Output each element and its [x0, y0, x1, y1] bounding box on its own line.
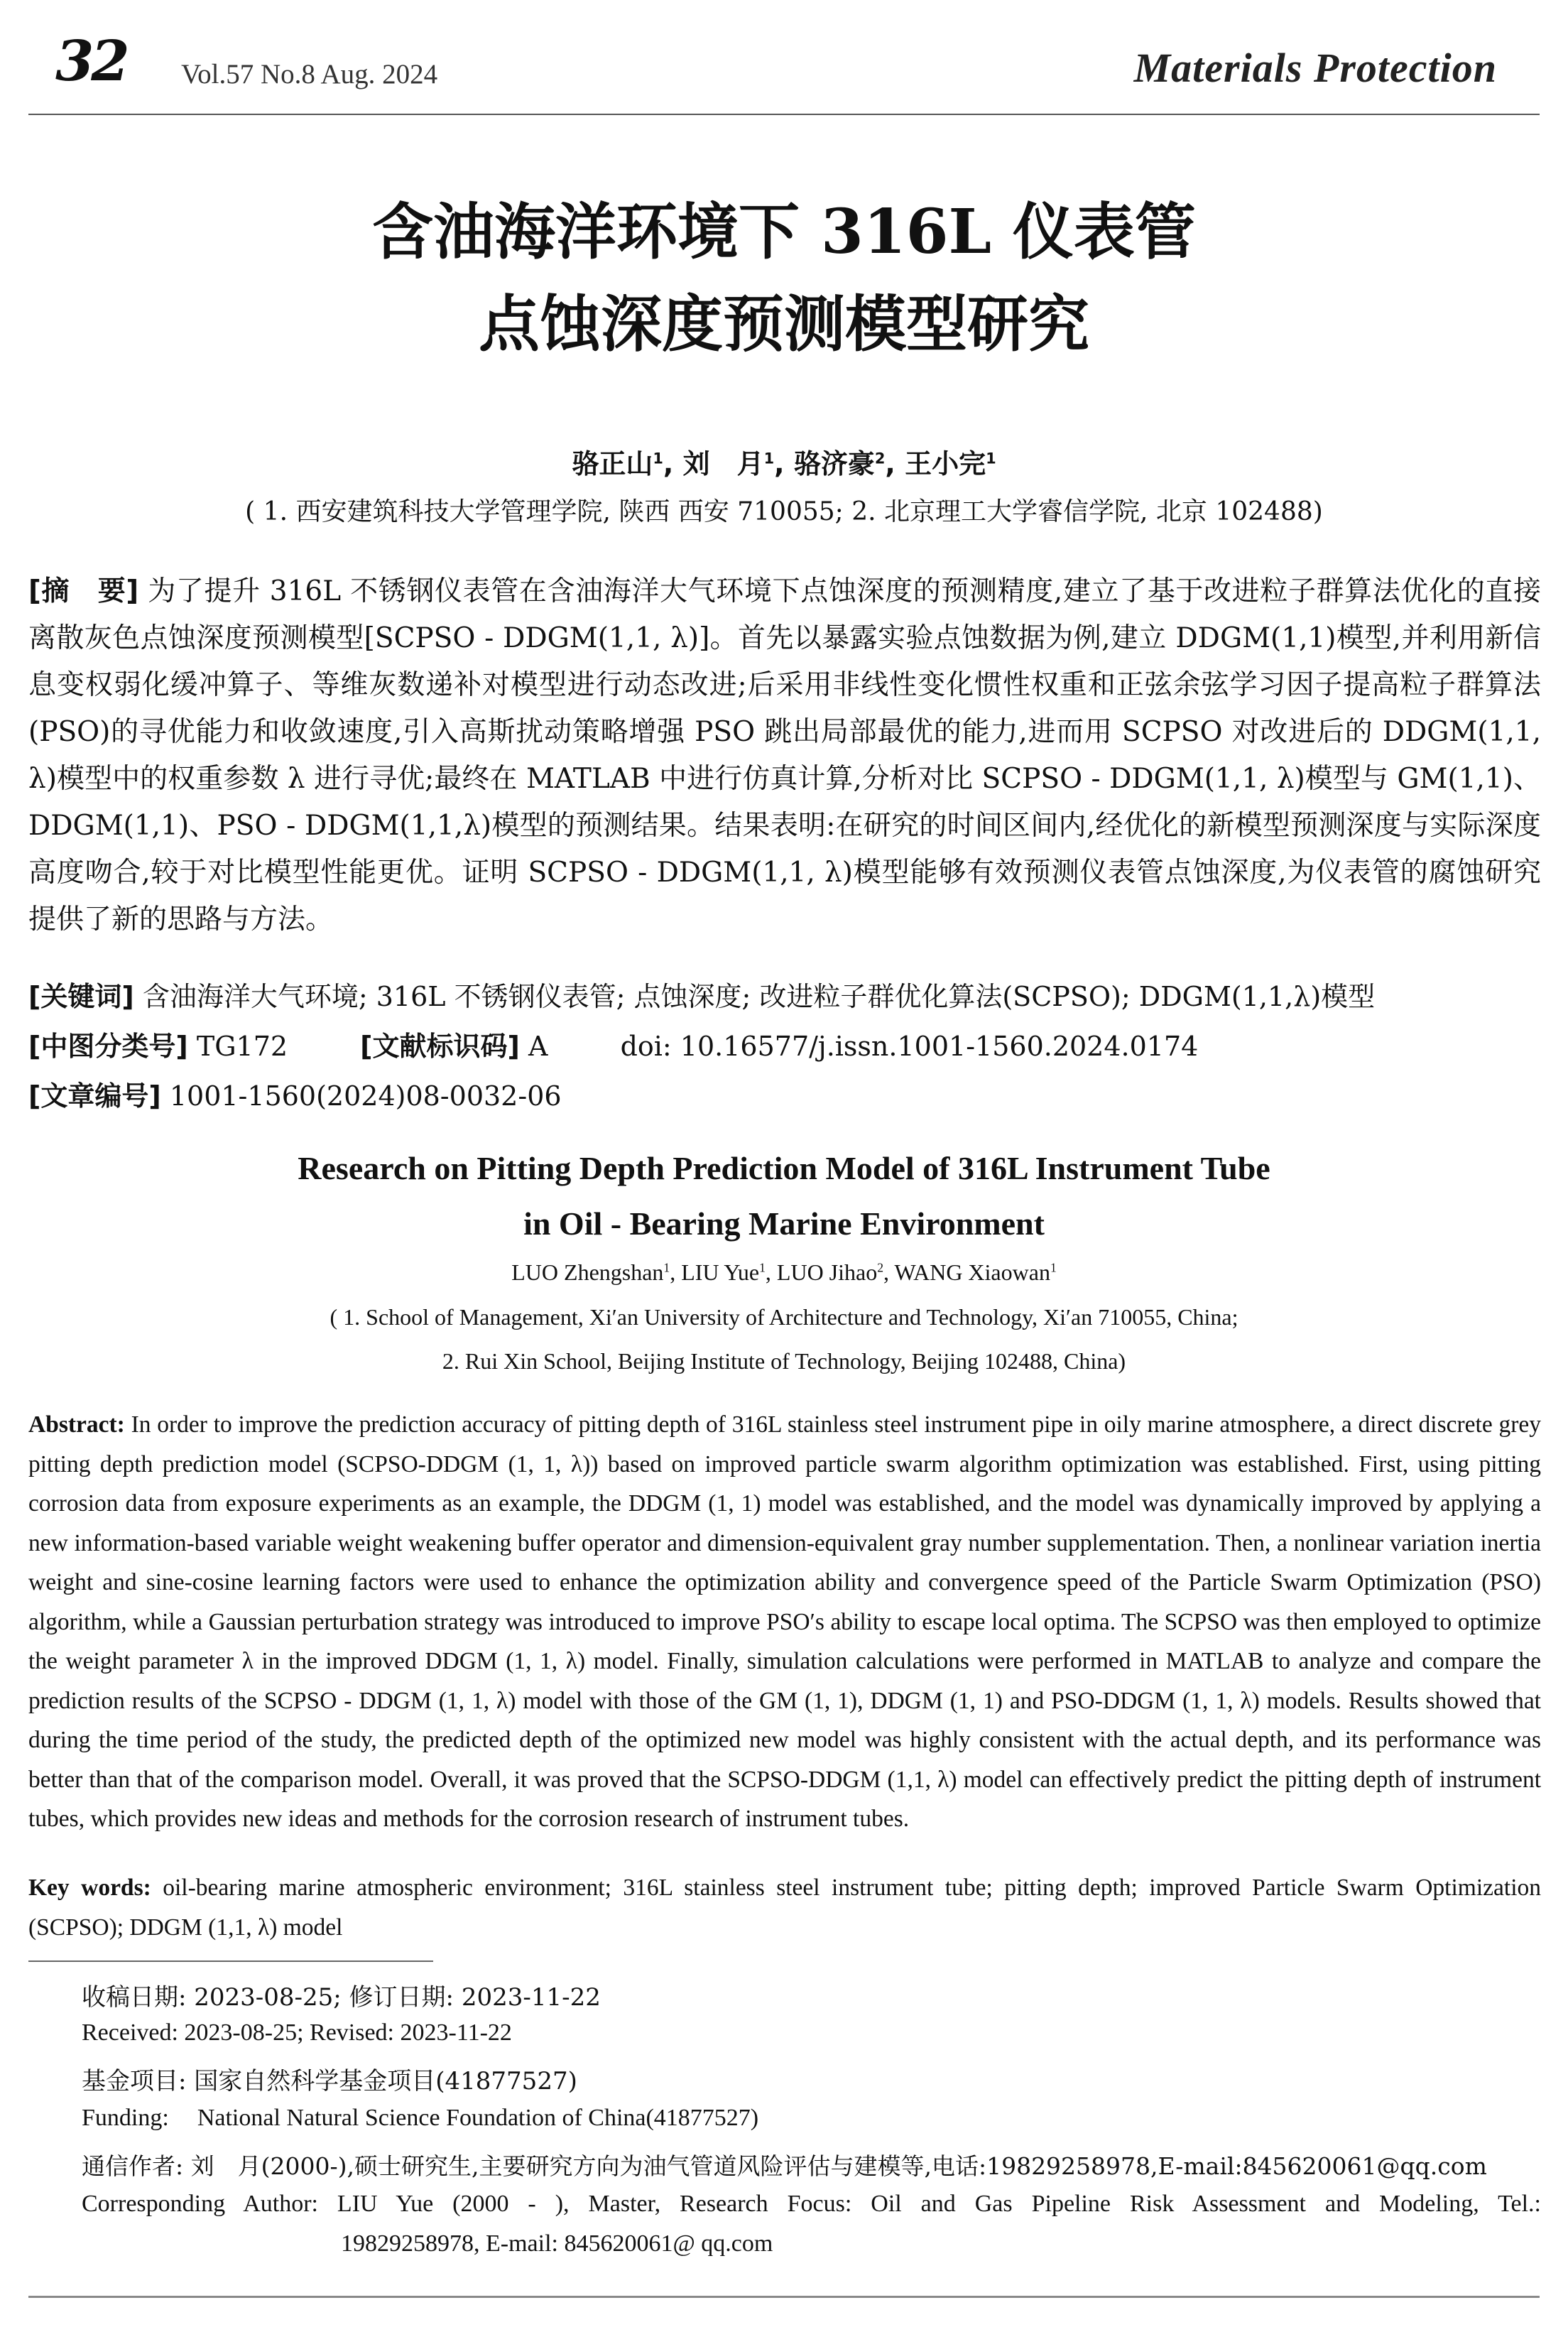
- cn-article-number: [28, 1078, 1541, 1114]
- en-author: LUO Jihao: [776, 1259, 878, 1285]
- doc-code-value: A: [528, 1031, 548, 1062]
- en-author: LUO Zhengshan: [511, 1259, 664, 1285]
- corresponding-author-en: Corresponding Author: LIU Yue (2000 - ), Master, Research Focus: Oil and Gas Pipeline Risk Assessment and Modeling, Tel.:: [82, 2191, 1541, 2217]
- cn-title-line-2: 点蚀深度预测模型研究: [479, 288, 1089, 360]
- cn-title-line-1: 含油海洋环境下 316L 仪表管: [372, 196, 1196, 268]
- cn-author: 骆正山: [572, 448, 653, 479]
- en-abstract-label: Abstract:: [28, 1411, 125, 1438]
- received-date-en: Received: 2023-08-25; Revised: 2023-11-22: [82, 2019, 512, 2046]
- corresponding-author-en-contact: 19829258978, E-mail: 845620061@ qq.com: [341, 2230, 773, 2257]
- cn-authors: 骆正山$^1$, 刘 月$^1$, 骆济豪$^2$, 王小完$^1$: [572, 448, 996, 479]
- funding-en-label: Funding:: [82, 2105, 169, 2131]
- issue-info: Vol.57 No.8 Aug. 2024: [181, 59, 438, 90]
- funding-en: [82, 2105, 758, 2132]
- cn-abstract: [28, 568, 1541, 943]
- corresponding-author-cn: 通信作者: 刘 月(2000-),硕士研究生,主要研究方向为油气管道风险评估与建模等,电话:19829258978,E-mail:845620061@qq.com: [82, 2152, 1487, 2180]
- cn-author: 王小完: [905, 448, 986, 479]
- cn-affiliation: ( 1. 西安建筑科技大学管理学院, 陕西 西安 710055; 2. 北京理工大学睿信学院, 北京 102488): [245, 497, 1323, 526]
- cn-keywords-label: [关键词]: [28, 981, 134, 1012]
- article-no-value: 1001-1560(2024)08-0032-06: [169, 1080, 562, 1112]
- cn-classification: [28, 1029, 1541, 1064]
- en-author: WANG Xiaowan: [894, 1259, 1050, 1285]
- clc-label: [中图分类号]: [28, 1031, 188, 1062]
- received-date-cn: 收稿日期: 2023-08-25; 修订日期: 2023-11-22: [82, 1983, 601, 2012]
- doi: doi: 10.16577/j.issn.1001-1560.2024.0174: [620, 1031, 1199, 1062]
- en-keywords-label: Key words:: [28, 1875, 151, 1901]
- en-keywords: [28, 1868, 1541, 1947]
- header-rule: [28, 114, 1540, 115]
- funding-cn: 基金项目: 国家自然科学基金项目(41877527): [82, 2067, 577, 2095]
- en-abstract: [28, 1405, 1541, 1839]
- en-authors: LUO Zhengshan$^1$, LIU Yue$^1$, LUO Jihao$^2$, WANG Xiaowan$^1$: [511, 1259, 1057, 1285]
- en-title-line-1: Research on Pitting Depth Prediction Model of 316L Instrument Tube: [298, 1150, 1270, 1186]
- cn-keywords: [28, 979, 1541, 1014]
- en-affiliation-1: ( 1. School of Management, Xi′an University of Architecture and Technology, Xi′an 710055, China;: [330, 1304, 1238, 1330]
- en-affiliation-2: 2. Rui Xin School, Beijing Institute of Technology, Beijing 102488, China): [442, 1348, 1126, 1374]
- en-author: LIU Yue: [681, 1259, 760, 1285]
- en-abstract-text: In order to improve the prediction accuracy of pitting depth of 316L stainless steel instrument pipe in oily marine atmosphere, a direct discrete grey pitting depth prediction model (SCPSO-DDGM (1, 1, λ)) based on improved particle swarm algorithm optimization was established. First, using pitting corrosion data from exposure experiments as an example, the DDGM (1, 1) model was established, and the model was dynamically improved by applying a new information-based variable weight weakening buffer operator and dimension-equivalent gray number supplementation. Then, a nonlinear variation inertia weight and sine-cosine learning factors were used to enhance the optimization ability and convergence speed of the Particle Swarm Optimization (PSO) algorithm, while a Gaussian perturbation strategy was introduced to improve PSO′s ability to escape local optima. The SCPSO was then employed to optimize the weight parameter λ in the improved DDGM (1, 1, λ) model. Finally, simulation calculations were performed in MATLAB to analyze and compare the prediction results of the SCPSO - DDGM (1, 1, λ) model with those of the GM (1, 1), DDGM (1, 1) and PSO-DDGM (1, 1, λ) models. Results showed that during the time period of the study, the predicted depth of the optimized new model was highly consistent with the actual depth, and its performance was better than that of the comparison model. Overall, it was proved that the SCPSO-DDGM (1,1, λ) model can effectively predict the pitting depth of instrument tubes, which provides new ideas and methods for the corrosion research of instrument tubes.: [28, 1411, 1542, 1832]
- footer-rule: [28, 2296, 1540, 2298]
- page-number: 32: [55, 29, 127, 94]
- cn-author: 骆济豪: [793, 448, 875, 479]
- en-title-line-2: in Oil - Bearing Marine Environment: [523, 1205, 1045, 1242]
- doc-code-label: [文献标识码]: [360, 1031, 520, 1062]
- cn-abstract-label: [摘 要]: [28, 575, 139, 607]
- funding-en-text: National Natural Science Foundation of China(41877527): [197, 2105, 759, 2131]
- journal-name: Materials Protection: [1133, 45, 1497, 91]
- cn-abstract-text: 为了提升 316L 不锈钢仪表管在含油海洋大气环境下点蚀深度的预测精度,建立了基于改进粒子群算法优化的直接离散灰色点蚀深度预测模型[SCPSO - DDGM(1,1, λ)]。首先以暴露实验点蚀数据为例,建立 DDGM(1,1)模型,并利用新信息变权弱化缓冲算子、等维灰数递补对模型进行动态改进;后采用非线性变化惯性权重和正弦余弦学习因子提高粒子群算法(PSO)的寻优能力和收敛速度,引入高斯扰动策略增强 PSO 跳出局部最优的能力,进而用 SCPSO 对改进后的 DDGM(1,1, λ)模型中的权重参数 λ 进行寻优;最终在 MATLAB 中进行仿真计算,分析对比 SCPSO - DDGM(1,1, λ)模型与 GM(1,1)、DDGM(1,1)、PSO - DDGM(1,1,λ)模型的预测结果。结果表明:在研究的时间区间内,经优化的新模型预测深度与实际深度高度吻合,较于对比模型性能更优。证明 SCPSO - DDGM(1,1, λ)模型能够有效预测仪表管点蚀深度,为仪表管的腐蚀研究提供了新的思路与方法。: [28, 575, 1541, 935]
- clc-value: TG172: [196, 1031, 288, 1062]
- article-no-label: [文章编号]: [28, 1080, 161, 1112]
- cn-author: 刘 月: [682, 448, 764, 479]
- footnote-rule: [28, 1960, 433, 1962]
- cn-keywords-text: 含油海洋大气环境; 316L 不锈钢仪表管; 点蚀深度; 改进粒子群优化算法(SCPSO); DDGM(1,1,λ)模型: [142, 981, 1376, 1012]
- en-keywords-text: oil-bearing marine atmospheric environment; 316L stainless steel instrument tube; pitting depth; improved Particle Swarm Optimization (SCPSO); DDGM (1,1, λ) model: [28, 1875, 1542, 1941]
